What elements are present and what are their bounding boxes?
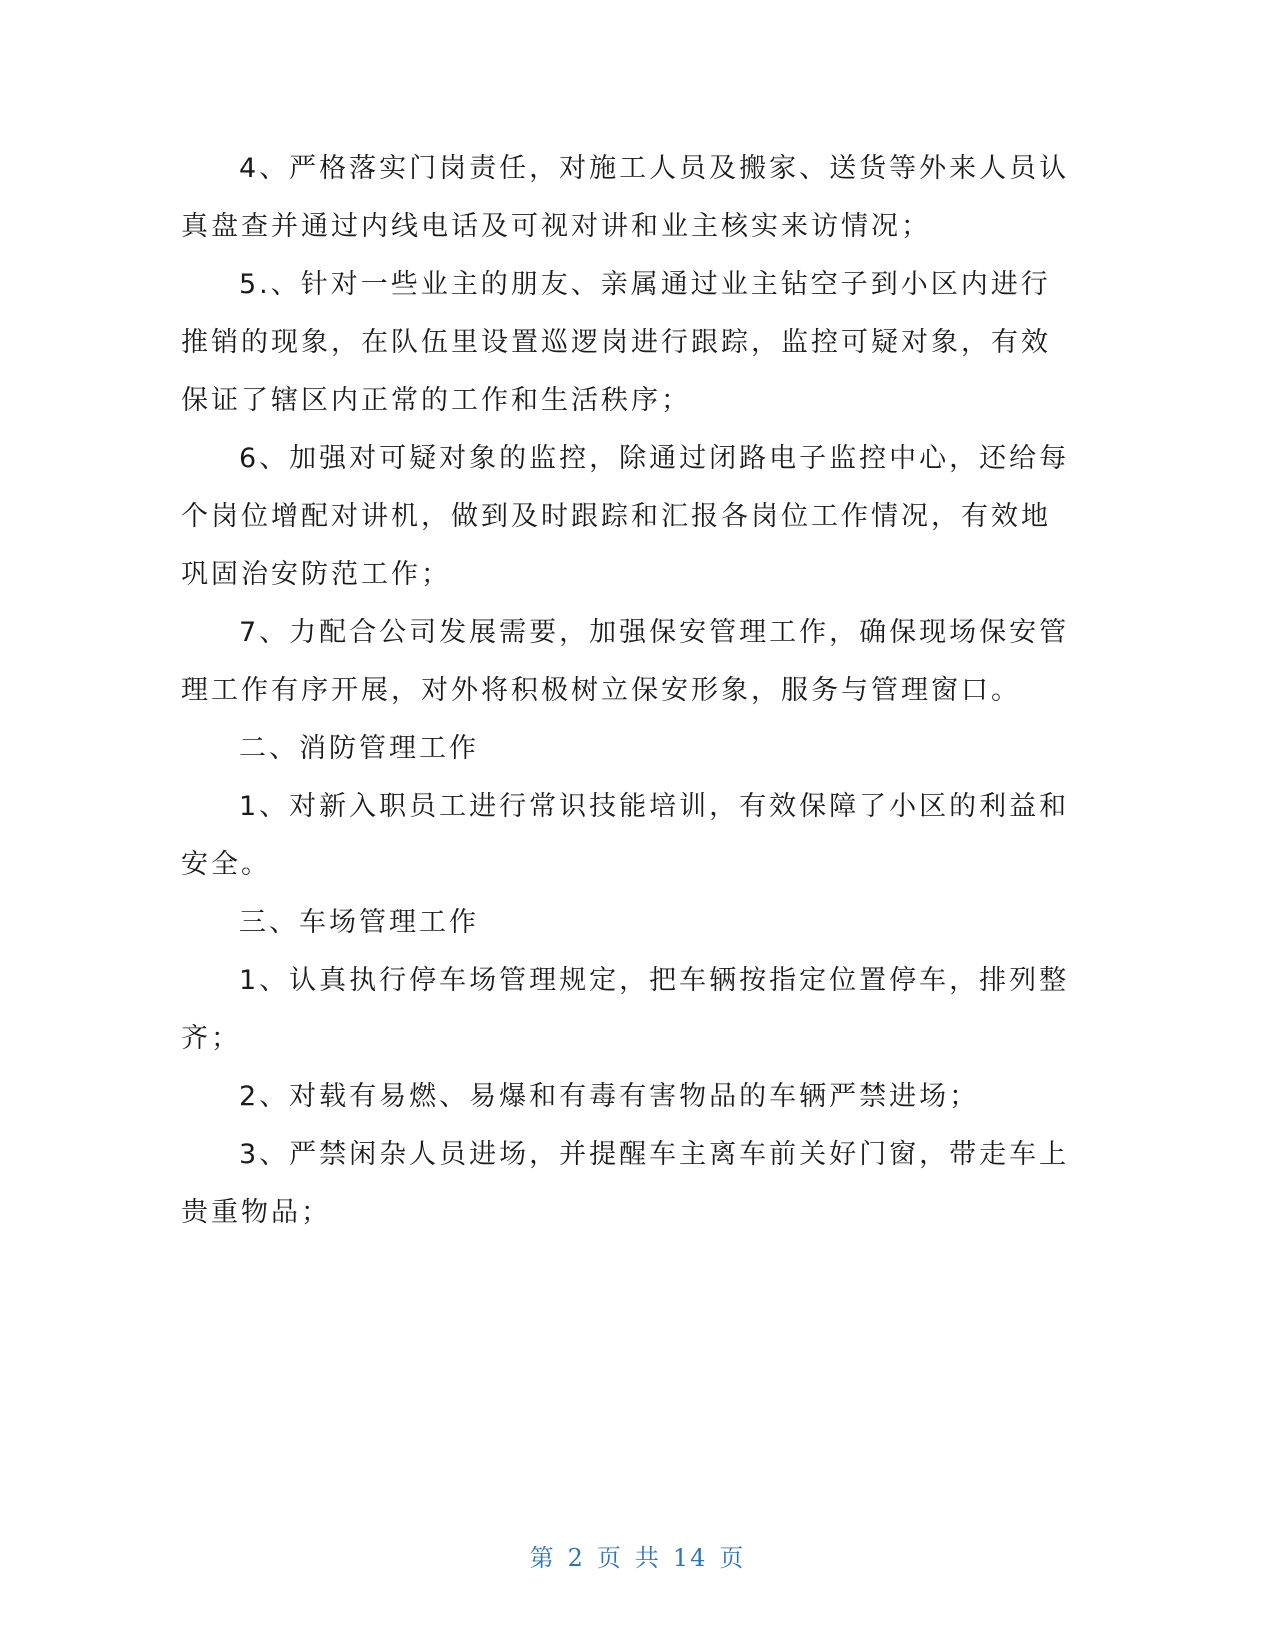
paragraph-item-6: 6、加强对可疑对象的监控，除通过闭路电子监控中心，还给每个岗位增配对讲机，做到及时跟踪和汇报各岗位工作情况，有效地巩固治安防范工作；: [181, 443, 1070, 590]
page-number-footer: [0, 1538, 1275, 1573]
footer-total-pages: 14: [672, 1544, 708, 1572]
paragraph-item-5: 5.、针对一些业主的朋友、亲属通过业主钻空子到小区内进行推销的现象，在队伍里设置巡逻岗进行跟踪，监控可疑对象，有效保证了辖区内正常的工作和生活秩序；: [181, 269, 1051, 416]
paragraph-parking-item-1: 1、认真执行停车场管理规定，把车辆按指定位置停车，排列整齐；: [181, 965, 1070, 1054]
paragraph-fire-item-1: 1、对新入职员工进行常识技能培训，有效保障了小区的利益和安全。: [181, 791, 1070, 880]
section-heading-parking: 三、车场管理工作: [239, 907, 479, 938]
document-body: [181, 140, 1071, 1242]
footer-label-unit: 页: [596, 1544, 623, 1572]
footer-label-total: 共: [634, 1544, 661, 1572]
section-heading-fire: 二、消防管理工作: [239, 733, 479, 764]
paragraph-item-7: 7、力配合公司发展需要，加强保安管理工作，确保现场保安管理工作有序开展，对外将积极树立保安形象，服务与管理窗口。: [181, 617, 1070, 706]
footer-label-unit-2: 页: [719, 1544, 746, 1572]
paragraph-item-4: 4、严格落实门岗责任，对施工人员及搬家、送货等外来人员认真盘查并通过内线电话及可视对讲和业主核实来访情况；: [181, 153, 1070, 242]
footer-current-page: 2: [567, 1544, 585, 1572]
paragraph-parking-item-2: 2、对载有易燃、易爆和有毒有害物品的车辆严禁进场；: [239, 1081, 980, 1112]
paragraph-parking-item-3: 3、严禁闲杂人员进场，并提醒车主离车前关好门窗，带走车上贵重物品；: [181, 1139, 1070, 1228]
footer-label-page: 第: [529, 1544, 556, 1572]
